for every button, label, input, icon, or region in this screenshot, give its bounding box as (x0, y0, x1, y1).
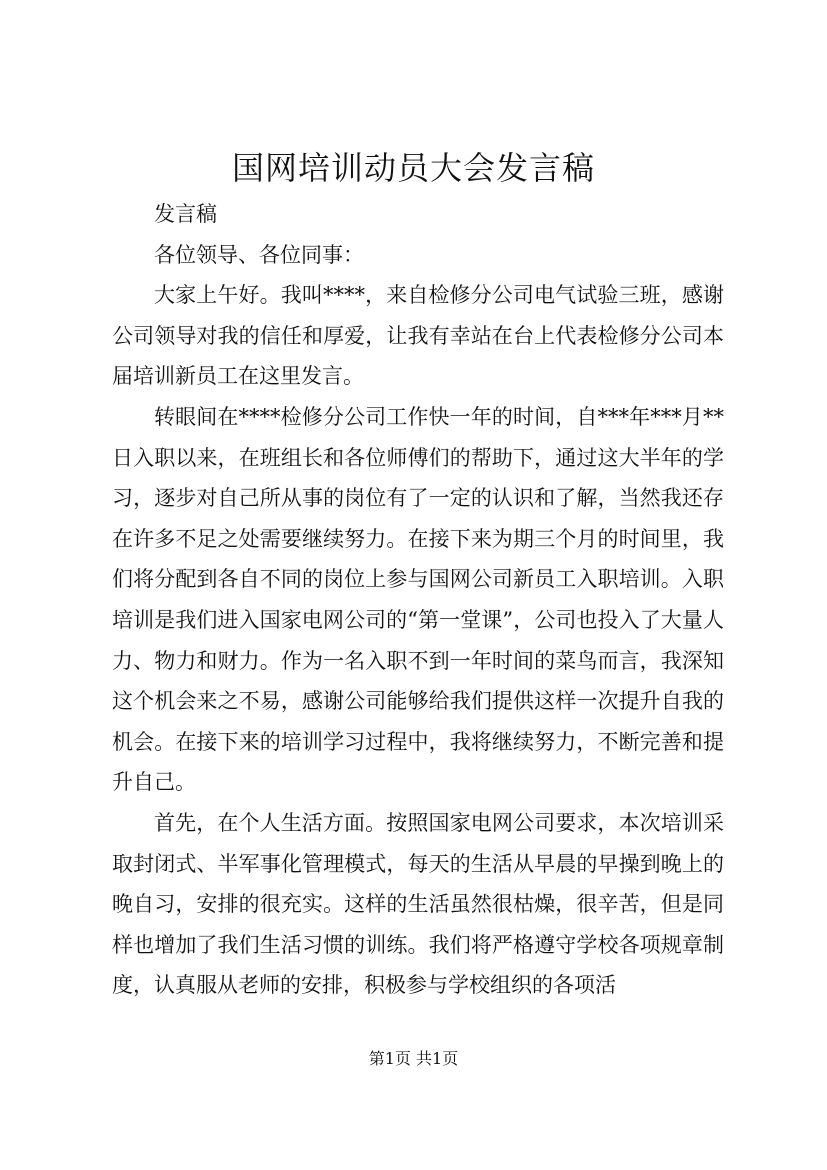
page-footer: 第1页 共1页 (368, 1049, 459, 1068)
paragraph: 发言稿 (154, 202, 217, 226)
document-body (112, 194, 724, 1006)
paragraph: 各位领导、各位同事： (154, 242, 364, 267)
document-title: 国网培训动员大会发言稿 (231, 149, 595, 187)
paragraph: 首先，在个人生活方面。按照国家电网公司要求，本次培训采取封闭式、半军事化管理模式，每天的生活从早晨的早操到晚上的晚自习，安排的很充实。这样的生活虽然很枯燥，很辛苦，但是同样也增加了我们生活习惯的训练。我们将严格遵守学校各项规章制度，认真服从老师的安排，积极参与学校组织的各项活 (112, 810, 724, 998)
paragraph: 转眼间在****检修分公司工作快一年的时间，自***年***月**日入职以来，在班组长和各位师傅们的帮助下，通过这大半年的学习，逐步对自己所从事的岗位有了一定的认识和了解，当然我还存在许多不足之处需要继续努力。在接下来为期三个月的时间里，我们将分配到各自不同的岗位上参与国网公司新员工入职培训。入职培训是我们进入国家电网公司的“第一堂课”，公司也投入了大量人力、物力和财力。作为一名入职不到一年时间的菜鸟而言，我深知这个机会来之不易，感谢公司能够给我们提供这样一次提升自我的机会。在接下来的培训学习过程中，我将继续努力，不断完善和提升自己。 (112, 404, 724, 795)
paragraph: 大家上午好。我叫****，来自检修分公司电气试验三班，感谢公司领导对我的信任和厚爱，让我有幸站在台上代表检修分公司本届培训新员工在这里发言。 (112, 283, 724, 389)
